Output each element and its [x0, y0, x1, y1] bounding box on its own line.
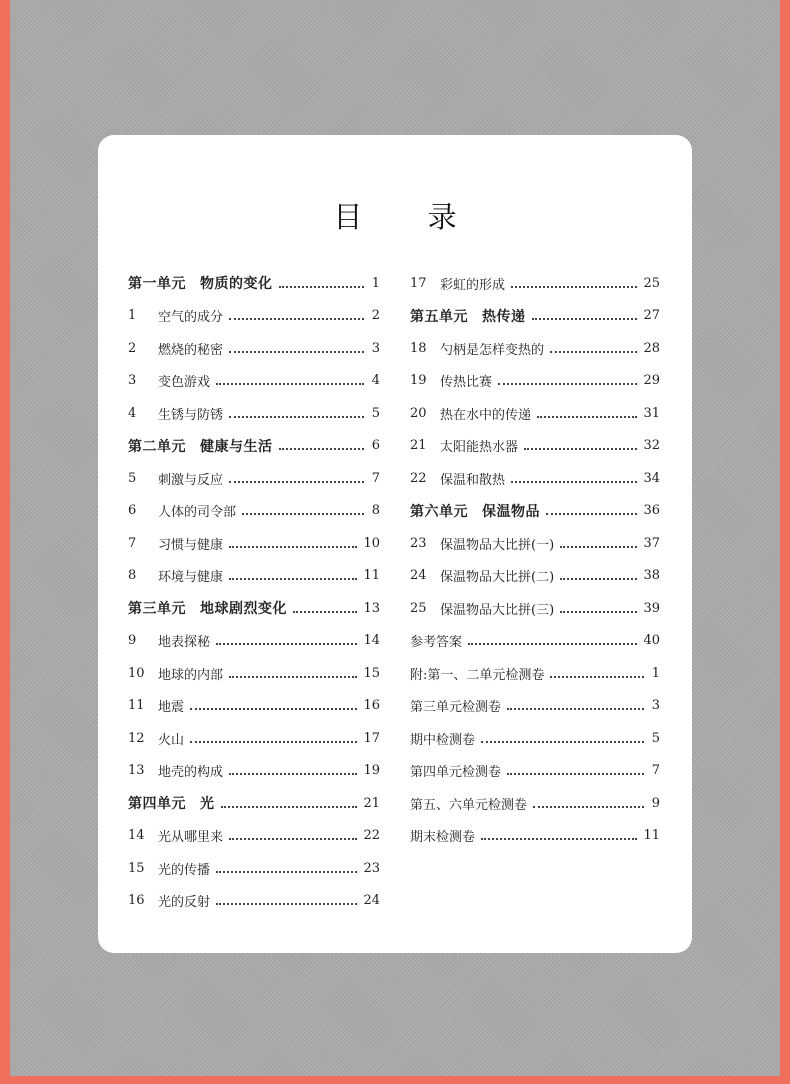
entry-title: 光从哪里来 — [158, 830, 224, 846]
unit-number: 第一单元 — [128, 276, 186, 293]
toc-entry — [410, 592, 660, 625]
toc-entry — [128, 397, 380, 430]
entry-number: 19 — [410, 373, 427, 389]
unit-name: 光 — [200, 796, 215, 813]
page-number: 28 — [643, 340, 660, 356]
toc-entry — [410, 755, 660, 788]
entry-title: 光的传播 — [158, 862, 211, 878]
entry-number: 15 — [128, 860, 145, 876]
entry-title: 环境与健康 — [158, 570, 224, 586]
unit-number: 第五单元 — [410, 308, 468, 325]
leader-dots — [229, 350, 364, 353]
entry-title — [410, 306, 526, 326]
toc-entry — [410, 820, 660, 853]
entry-title: 保温物品大比拼(三) — [440, 602, 555, 618]
unit-number: 第六单元 — [410, 503, 468, 520]
toc-entry — [410, 462, 660, 495]
page-number: 17 — [363, 730, 380, 746]
toc-entry — [128, 820, 380, 853]
toc-entry — [410, 722, 660, 755]
page-number: 16 — [363, 698, 380, 714]
entry-number: 13 — [128, 763, 145, 779]
entry-number: 5 — [128, 470, 137, 486]
entry-title: 保温物品大比拼(一) — [440, 537, 555, 553]
toc-entry — [128, 852, 380, 885]
leader-dots — [511, 285, 637, 288]
entry-title — [410, 501, 540, 521]
entry-title: 彩虹的形成 — [440, 277, 506, 293]
leader-dots — [229, 675, 357, 678]
toc-entry — [128, 755, 380, 788]
entry-number: 10 — [128, 665, 145, 681]
toc-entry — [410, 365, 660, 398]
leader-dots — [507, 707, 644, 710]
leader-dots — [190, 740, 357, 743]
page-number: 38 — [643, 568, 660, 584]
toc-card — [98, 135, 692, 953]
toc-entry — [128, 495, 380, 528]
unit-number: 第三单元 — [128, 601, 186, 618]
entry-title: 生锈与防锈 — [158, 407, 224, 423]
page-number: 9 — [651, 795, 660, 811]
entry-number: 3 — [128, 373, 137, 389]
entry-number: 14 — [128, 828, 145, 844]
entry-number: 24 — [410, 568, 427, 584]
page-number: 40 — [643, 633, 660, 649]
page-number: 19 — [363, 763, 380, 779]
entry-title: 地表探秘 — [158, 635, 211, 651]
leader-dots — [229, 415, 364, 418]
entry-title: 变色游戏 — [158, 375, 211, 391]
unit-name: 健康与生活 — [200, 438, 273, 455]
toc-left-column — [128, 267, 380, 917]
leader-dots — [481, 740, 644, 743]
entry-title: 期中检测卷 — [410, 732, 476, 748]
entry-title: 第四单元检测卷 — [410, 765, 502, 781]
toc-unit-heading — [128, 267, 380, 300]
leader-dots — [481, 837, 637, 840]
entry-title: 参考答案 — [410, 635, 463, 651]
entry-title — [128, 793, 215, 813]
entry-number: 2 — [128, 340, 137, 356]
page-number: 39 — [643, 600, 660, 616]
page-number: 7 — [371, 470, 380, 486]
entry-title: 地壳的构成 — [158, 765, 224, 781]
leader-dots — [550, 675, 644, 678]
page-number: 7 — [651, 763, 660, 779]
toc-entry — [128, 722, 380, 755]
toc-entry — [410, 657, 660, 690]
toc-entry — [128, 332, 380, 365]
toc-entry — [128, 527, 380, 560]
entry-title: 第三单元检测卷 — [410, 700, 502, 716]
entry-title: 勺柄是怎样变热的 — [440, 342, 545, 358]
entry-title: 地球的内部 — [158, 667, 224, 683]
leader-dots — [533, 805, 644, 808]
entry-title: 习惯与健康 — [158, 537, 224, 553]
page-number: 21 — [363, 795, 380, 811]
leader-dots — [532, 317, 638, 320]
leader-dots — [242, 512, 364, 515]
entry-title: 火山 — [158, 732, 185, 748]
unit-number: 第四单元 — [128, 796, 186, 813]
unit-name: 保温物品 — [482, 503, 540, 520]
unit-name: 地球剧烈变化 — [200, 601, 287, 618]
leader-dots — [229, 317, 364, 320]
entry-title — [128, 436, 273, 456]
entry-number: 11 — [128, 698, 145, 714]
entry-title: 期末检测卷 — [410, 830, 476, 846]
page-number: 4 — [371, 373, 380, 389]
leader-dots — [507, 772, 644, 775]
page-number: 1 — [371, 275, 380, 291]
entry-title: 空气的成分 — [158, 310, 224, 326]
leader-dots — [221, 805, 358, 808]
page-number: 24 — [363, 893, 380, 909]
leader-dots — [229, 480, 364, 483]
leader-dots — [216, 902, 357, 905]
leader-dots — [229, 545, 357, 548]
toc-unit-heading — [128, 787, 380, 820]
leader-dots — [560, 577, 637, 580]
leader-dots — [190, 707, 357, 710]
toc-entry — [128, 560, 380, 593]
entry-number: 4 — [128, 405, 137, 421]
entry-title: 太阳能热水器 — [440, 440, 519, 456]
toc-entry — [128, 365, 380, 398]
entry-title: 热在水中的传递 — [440, 407, 532, 423]
page-number: 37 — [643, 535, 660, 551]
leader-dots — [537, 415, 637, 418]
page-number: 31 — [643, 405, 660, 421]
toc-entry — [128, 625, 380, 658]
entry-title: 光的反射 — [158, 895, 211, 911]
entry-number: 25 — [410, 600, 427, 616]
leader-dots — [279, 447, 365, 450]
toc-unit-heading — [128, 430, 380, 463]
page-number: 29 — [643, 373, 660, 389]
leader-dots — [229, 772, 357, 775]
page-number: 25 — [643, 275, 660, 291]
leader-dots — [550, 350, 637, 353]
entry-title: 地震 — [158, 700, 185, 716]
entry-number: 1 — [128, 308, 137, 324]
leader-dots — [229, 577, 357, 580]
entry-title: 保温物品大比拼(二) — [440, 570, 555, 586]
toc-entry — [128, 300, 380, 333]
toc-unit-heading — [410, 300, 660, 333]
page-number: 3 — [371, 340, 380, 356]
entry-title: 附:第一、二单元检测卷 — [410, 667, 545, 683]
page-number: 11 — [643, 828, 660, 844]
toc-entry — [410, 690, 660, 723]
leader-dots — [498, 382, 637, 385]
toc-unit-heading — [410, 495, 660, 528]
page-number: 6 — [371, 438, 380, 454]
toc-entry — [410, 267, 660, 300]
page-number: 34 — [643, 470, 660, 486]
unit-number: 第二单元 — [128, 438, 186, 455]
leader-dots — [546, 512, 637, 515]
entry-title: 第五、六单元检测卷 — [410, 797, 528, 813]
leader-dots — [216, 870, 357, 873]
entry-number: 21 — [410, 438, 427, 454]
page-number: 11 — [363, 568, 380, 584]
leader-dots — [229, 837, 357, 840]
entry-title — [128, 598, 287, 618]
page-title: 目 录 — [333, 200, 485, 234]
toc-entry — [410, 560, 660, 593]
toc-entry — [410, 430, 660, 463]
toc-unit-heading — [128, 592, 380, 625]
toc-entry — [410, 787, 660, 820]
page-number: 22 — [363, 828, 380, 844]
entry-number: 9 — [128, 633, 137, 649]
page-number: 36 — [643, 503, 660, 519]
entry-title — [128, 273, 273, 293]
page-number: 13 — [363, 600, 380, 616]
leader-dots — [560, 545, 637, 548]
entry-number: 7 — [128, 535, 137, 551]
entry-number: 12 — [128, 730, 145, 746]
toc-entry — [128, 885, 380, 918]
entry-title: 人体的司令部 — [158, 505, 237, 521]
page-number: 5 — [371, 405, 380, 421]
entry-number: 17 — [410, 275, 427, 291]
leader-dots — [560, 610, 637, 613]
entry-number: 6 — [128, 503, 137, 519]
entry-number: 16 — [128, 893, 145, 909]
page-number: 32 — [643, 438, 660, 454]
page-number: 8 — [371, 503, 380, 519]
toc-entry — [410, 332, 660, 365]
toc-entry — [410, 397, 660, 430]
page-number: 2 — [371, 308, 380, 324]
toc-entry — [128, 690, 380, 723]
toc-entry — [128, 657, 380, 690]
entry-number: 18 — [410, 340, 427, 356]
entry-number: 8 — [128, 568, 137, 584]
toc-entry — [410, 625, 660, 658]
leader-dots — [293, 610, 357, 613]
leader-dots — [524, 447, 637, 450]
page-number: 1 — [651, 665, 660, 681]
leader-dots — [216, 642, 357, 645]
page-number: 10 — [363, 535, 380, 551]
entry-number: 23 — [410, 535, 427, 551]
unit-name: 热传递 — [482, 308, 526, 325]
entry-title: 刺激与反应 — [158, 472, 224, 488]
leader-dots — [279, 285, 365, 288]
page-number: 3 — [651, 698, 660, 714]
leader-dots — [511, 480, 637, 483]
page-number: 5 — [651, 730, 660, 746]
leader-dots — [468, 642, 637, 645]
page-number: 14 — [363, 633, 380, 649]
unit-name: 物质的变化 — [200, 276, 273, 293]
entry-title: 燃烧的秘密 — [158, 342, 224, 358]
toc-entry — [410, 527, 660, 560]
toc-entry — [128, 462, 380, 495]
page-number: 23 — [363, 860, 380, 876]
leader-dots — [216, 382, 364, 385]
entry-number: 20 — [410, 405, 427, 421]
entry-number: 22 — [410, 470, 427, 486]
entry-title: 保温和散热 — [440, 472, 506, 488]
page-number: 15 — [363, 665, 380, 681]
entry-title: 传热比赛 — [440, 375, 493, 391]
toc-right-column — [410, 267, 660, 852]
page-number: 27 — [643, 308, 660, 324]
